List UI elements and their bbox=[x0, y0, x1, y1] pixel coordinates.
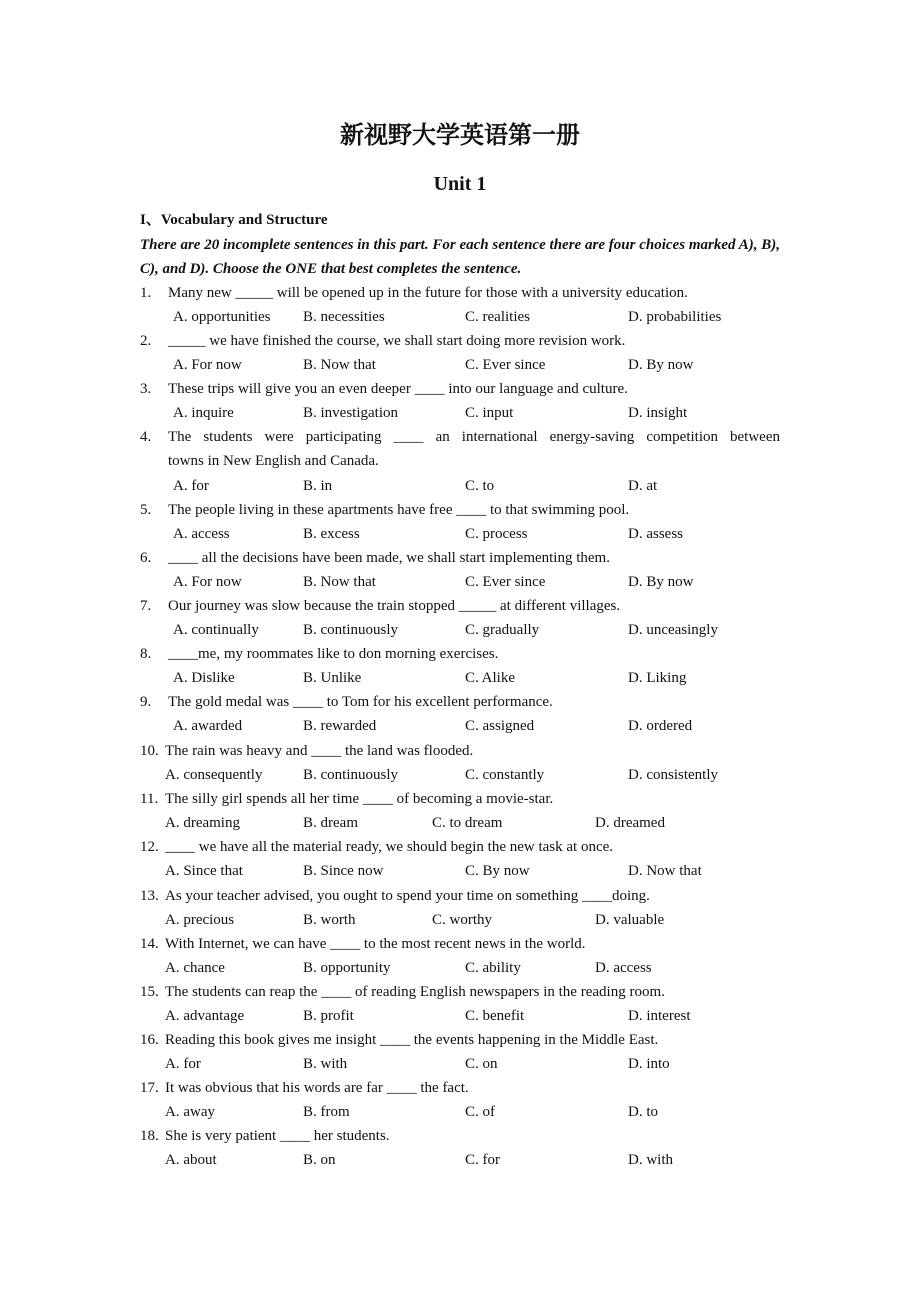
option-d: D. assess bbox=[628, 526, 683, 542]
question-text: _____ we have finished the course, we shall start doing more revision work. bbox=[168, 333, 626, 349]
option-b: B. opportunity bbox=[303, 960, 391, 976]
option-c: C. benefit bbox=[465, 1008, 525, 1024]
question-number: 1. bbox=[140, 285, 152, 301]
question-number: 4. bbox=[140, 429, 152, 445]
option-a: A. advantage bbox=[165, 1008, 245, 1024]
option-a: A. access bbox=[173, 526, 230, 542]
option-d: D. probabilities bbox=[628, 309, 722, 325]
option-a: A. for bbox=[165, 1056, 201, 1072]
option-a: A. awarded bbox=[173, 718, 243, 734]
question-number: 15. bbox=[140, 984, 159, 1000]
option-c: C. on bbox=[465, 1056, 498, 1072]
option-c: C. process bbox=[465, 526, 528, 542]
option-b: B. in bbox=[303, 478, 333, 494]
section-heading: I、Vocabulary and Structure bbox=[140, 212, 328, 228]
question-number: 18. bbox=[140, 1128, 159, 1144]
option-c: C. to dream bbox=[432, 815, 503, 831]
question-text: Our journey was slow because the train stopped _____ at different villages. bbox=[168, 598, 621, 614]
option-a: A. consequently bbox=[165, 767, 263, 783]
option-b: B. Now that bbox=[303, 357, 376, 373]
option-b: B. Unlike bbox=[303, 670, 362, 686]
question-number: 13. bbox=[140, 888, 159, 904]
question-text: As your teacher advised, you ought to spend your time on something ____doing. bbox=[165, 888, 650, 904]
question-number: 3. bbox=[140, 381, 152, 397]
option-d: D. interest bbox=[628, 1008, 691, 1024]
question-number: 8. bbox=[140, 646, 152, 662]
question-text: She is very patient ____ her students. bbox=[165, 1128, 390, 1144]
question-number: 9. bbox=[140, 694, 152, 710]
option-a: A. Dislike bbox=[173, 670, 235, 686]
option-b: B. dream bbox=[303, 815, 358, 831]
question-text: The rain was heavy and ____ the land was flooded. bbox=[165, 743, 474, 759]
option-c: C. constantly bbox=[465, 767, 545, 783]
option-a: A. opportunities bbox=[173, 309, 271, 325]
option-a: A. continually bbox=[173, 622, 259, 638]
question-text: ____ all the decisions have been made, we shall start implementing them. bbox=[168, 550, 610, 566]
option-b: B. necessities bbox=[303, 309, 385, 325]
question-number: 6. bbox=[140, 550, 152, 566]
option-d: D. Liking bbox=[628, 670, 687, 686]
option-c: C. By now bbox=[465, 863, 530, 879]
option-a: A. For now bbox=[173, 357, 242, 373]
option-b: B. Since now bbox=[303, 863, 384, 879]
question-text: Many new _____ will be opened up in the future for those with a university education. bbox=[168, 285, 688, 301]
option-c: C. Ever since bbox=[465, 357, 546, 373]
option-c: C. input bbox=[465, 405, 514, 421]
option-a: A. for bbox=[173, 478, 209, 494]
question-text: The silly girl spends all her time ____ of becoming a movie-star. bbox=[165, 791, 554, 807]
question-text: The students were participating ____ an international energy-saving competition between bbox=[168, 429, 780, 445]
option-c: C. to bbox=[465, 478, 495, 494]
option-c: C. worthy bbox=[432, 912, 492, 928]
option-a: A. away bbox=[165, 1104, 215, 1120]
option-d: D. Now that bbox=[628, 863, 702, 879]
question-number: 7. bbox=[140, 598, 152, 614]
unit-heading: Unit 1 bbox=[433, 173, 487, 195]
option-b: B. investigation bbox=[303, 405, 398, 421]
instructions: There are 20 incomplete sentences in this part. For each sentence there are four choices marked A), B), C), and D). Choose the ONE that best completes the sentence. bbox=[140, 237, 780, 277]
option-a: A. Since that bbox=[165, 863, 243, 879]
question-text: ____ we have all the material ready, we should begin the new task at once. bbox=[165, 839, 614, 855]
question-number: 5. bbox=[140, 502, 152, 518]
option-d: D. By now bbox=[628, 574, 694, 590]
option-b: B. Now that bbox=[303, 574, 376, 590]
question-number: 17. bbox=[140, 1080, 159, 1096]
option-a: A. chance bbox=[165, 960, 225, 976]
question-text: ____me, my roommates like to don morning exercises. bbox=[168, 646, 499, 662]
question-text: The gold medal was ____ to Tom for his excellent performance. bbox=[168, 694, 553, 710]
option-c: C. of bbox=[465, 1104, 495, 1120]
option-d: D. valuable bbox=[595, 912, 665, 928]
question-text: It was obvious that his words are far ____ the fact. bbox=[165, 1080, 469, 1096]
option-c: C. assigned bbox=[465, 718, 535, 734]
option-d: D. access bbox=[595, 960, 652, 976]
option-b: B. continuously bbox=[303, 767, 399, 783]
option-b: B. worth bbox=[303, 912, 356, 928]
option-d: D. ordered bbox=[628, 718, 693, 734]
option-d: D. consistently bbox=[628, 767, 718, 783]
option-d: D. unceasingly bbox=[628, 622, 718, 638]
question-number: 16. bbox=[140, 1032, 159, 1048]
option-c: C. Alike bbox=[465, 670, 516, 686]
option-d: D. at bbox=[628, 478, 658, 494]
option-a: A. dreaming bbox=[165, 815, 240, 831]
option-c: C. ability bbox=[465, 960, 521, 976]
option-a: A. inquire bbox=[173, 405, 234, 421]
option-a: A. For now bbox=[173, 574, 242, 590]
option-d: D. to bbox=[628, 1104, 658, 1120]
option-d: D. dreamed bbox=[595, 815, 665, 831]
option-c: C. realities bbox=[465, 309, 530, 325]
option-b: B. excess bbox=[303, 526, 360, 542]
option-b: B. on bbox=[303, 1152, 336, 1168]
option-b: B. profit bbox=[303, 1008, 354, 1024]
option-b: B. from bbox=[303, 1104, 350, 1120]
option-b: B. continuously bbox=[303, 622, 399, 638]
option-c: C. gradually bbox=[465, 622, 540, 638]
option-d: D. By now bbox=[628, 357, 694, 373]
question-number: 14. bbox=[140, 936, 159, 952]
question-text: These trips will give you an even deeper ____ into our language and culture. bbox=[168, 381, 628, 397]
question-text: The people living in these apartments have free ____ to that swimming pool. bbox=[168, 502, 630, 518]
question-number: 12. bbox=[140, 839, 159, 855]
option-b: B. with bbox=[303, 1056, 348, 1072]
option-a: A. about bbox=[165, 1152, 217, 1168]
option-d: D. with bbox=[628, 1152, 673, 1168]
question-number: 2. bbox=[140, 333, 152, 349]
option-c: C. for bbox=[465, 1152, 500, 1168]
option-c: C. Ever since bbox=[465, 574, 546, 590]
question-text: With Internet, we can have ____ to the most recent news in the world. bbox=[165, 936, 586, 952]
question-text: Reading this book gives me insight ____ the events happening in the Middle East. bbox=[165, 1032, 659, 1048]
question-text-continued: towns in New English and Canada. bbox=[168, 453, 379, 469]
question-number: 10. bbox=[140, 743, 159, 759]
option-d: D. insight bbox=[628, 405, 688, 421]
option-a: A. precious bbox=[165, 912, 235, 928]
question-number: 11. bbox=[140, 791, 159, 807]
question-text: The students can reap the ____ of reading English newspapers in the reading room. bbox=[165, 984, 665, 1000]
page-title: 新视野大学英语第一册 bbox=[340, 123, 580, 149]
option-d: D. into bbox=[628, 1056, 670, 1072]
option-b: B. rewarded bbox=[303, 718, 377, 734]
